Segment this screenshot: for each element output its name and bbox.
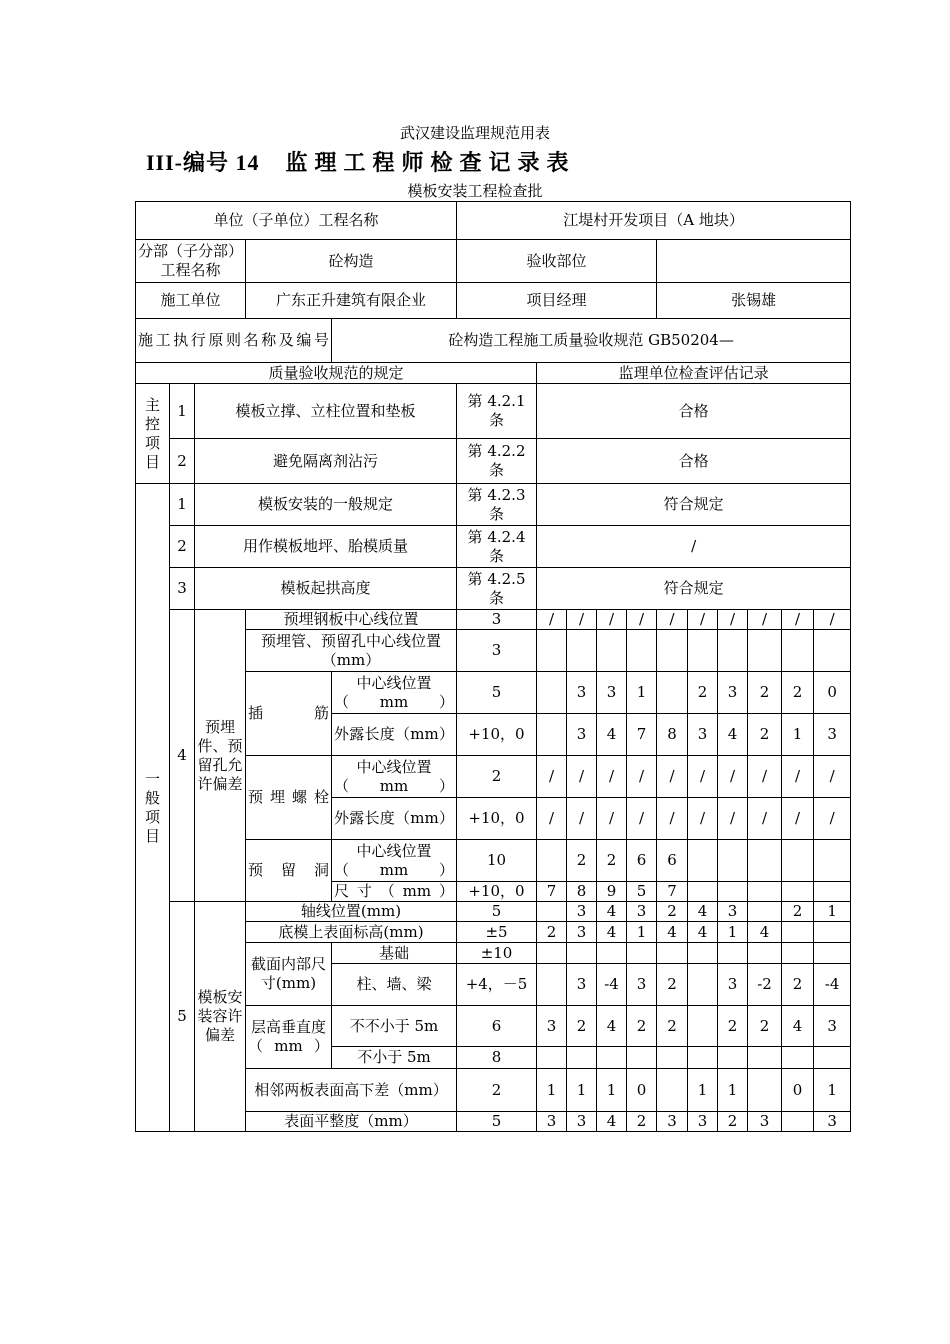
value-cell xyxy=(814,943,851,964)
check-item-name: 柱、墙、梁 xyxy=(332,964,457,1006)
value-cell: / xyxy=(657,610,688,630)
check-item-name: 表面平整度（mm） xyxy=(246,1112,457,1132)
check-item-name: 底模上表面标高(mm) xyxy=(246,922,457,943)
value-cell: 2 xyxy=(537,922,567,943)
value-cell xyxy=(782,882,814,902)
value-cell: / xyxy=(814,610,851,630)
value-cell xyxy=(567,1047,597,1069)
unit-name-value: 江堤村开发项目（A 地块） xyxy=(457,202,851,240)
value-cell xyxy=(748,840,782,882)
value-cell: -2 xyxy=(748,964,782,1006)
tolerance-value: 5 xyxy=(457,672,537,714)
form-subtitle: 模板安装工程检查批 xyxy=(407,182,543,200)
value-cell: / xyxy=(657,798,688,840)
value-cell xyxy=(718,630,748,672)
value-cell: / xyxy=(567,798,597,840)
value-cell: / xyxy=(814,798,851,840)
table-row xyxy=(136,283,851,319)
value-cell xyxy=(537,672,567,714)
value-cell xyxy=(688,1006,718,1047)
value-cell xyxy=(688,1047,718,1069)
value-cell: / xyxy=(567,610,597,630)
value-cell: / xyxy=(748,610,782,630)
value-cell: / xyxy=(537,610,567,630)
value-cell: 3 xyxy=(688,714,718,756)
value-cell: 6 xyxy=(657,840,688,882)
standard-label: 施工执行原则名称及编号 xyxy=(136,319,332,363)
value-cell xyxy=(657,1069,688,1112)
value-cell: 1 xyxy=(782,714,814,756)
value-cell: 8 xyxy=(567,882,597,902)
value-cell: 0 xyxy=(782,1069,814,1112)
value-cell xyxy=(597,1047,627,1069)
value-cell: 3 xyxy=(814,1006,851,1047)
value-cell xyxy=(627,630,657,672)
value-cell: 2 xyxy=(748,714,782,756)
item-group-label: 模板安装容许偏差 xyxy=(195,902,246,1132)
value-cell: 2 xyxy=(597,840,627,882)
value-cell: / xyxy=(537,798,567,840)
check-item-name: 不小于 5m xyxy=(332,1047,457,1069)
value-cell: 2 xyxy=(567,1006,597,1047)
value-cell: 1 xyxy=(814,1069,851,1112)
main-control-label: 主控项目 xyxy=(136,384,170,484)
value-cell: 6 xyxy=(627,840,657,882)
inspection-table xyxy=(135,201,851,1132)
value-cell: 1 xyxy=(718,922,748,943)
value-cell: 3 xyxy=(567,714,597,756)
value-cell: 3 xyxy=(567,964,597,1006)
value-cell: / xyxy=(688,610,718,630)
value-cell: 4 xyxy=(718,714,748,756)
value-cell: 0 xyxy=(627,1069,657,1112)
value-cell: 3 xyxy=(537,1006,567,1047)
form-code: III-编号 14 xyxy=(146,150,260,175)
value-cell: / xyxy=(782,610,814,630)
inspection-part-value xyxy=(657,240,851,283)
value-cell: 3 xyxy=(748,1112,782,1132)
value-cell xyxy=(688,630,718,672)
evaluation-column-header: 监理单位检查评估记录 xyxy=(537,363,851,384)
check-group-name: 预留洞 xyxy=(246,840,332,902)
value-cell xyxy=(782,943,814,964)
value-cell xyxy=(688,840,718,882)
value-cell: / xyxy=(627,610,657,630)
value-cell: / xyxy=(537,756,567,798)
value-cell: 4 xyxy=(688,902,718,922)
value-cell: / xyxy=(567,756,597,798)
value-cell: 2 xyxy=(782,672,814,714)
value-cell xyxy=(627,1047,657,1069)
value-cell: 2 xyxy=(657,902,688,922)
tolerance-value: +10，0 xyxy=(457,882,537,902)
value-cell: 4 xyxy=(748,922,782,943)
value-cell: 2 xyxy=(718,1112,748,1132)
value-cell: 3 xyxy=(814,714,851,756)
contractor-label: 施工单位 xyxy=(136,283,246,319)
item-text: 模板立撑、立柱位置和垫板 xyxy=(195,384,457,439)
value-cell: / xyxy=(782,798,814,840)
item-clause: 第 4.2.5 条 xyxy=(457,568,537,610)
value-cell: 2 xyxy=(627,1112,657,1132)
value-cell: / xyxy=(688,798,718,840)
value-cell: 4 xyxy=(597,714,627,756)
value-cell: / xyxy=(782,756,814,798)
project-manager-label: 项目经理 xyxy=(457,283,657,319)
check-group-name: 预埋螺栓 xyxy=(246,756,332,840)
value-cell xyxy=(718,882,748,902)
value-cell: / xyxy=(597,798,627,840)
item-text: 用作模板地坪、胎模质量 xyxy=(195,526,457,568)
value-cell: / xyxy=(718,756,748,798)
value-cell xyxy=(657,672,688,714)
check-group-name: 层高垂直度（mm） xyxy=(246,1006,332,1069)
item-clause: 第 4.2.2 条 xyxy=(457,439,537,484)
value-cell: 0 xyxy=(814,672,851,714)
value-cell: 3 xyxy=(718,964,748,1006)
value-cell: / xyxy=(597,610,627,630)
tolerance-value: 8 xyxy=(457,1047,537,1069)
value-cell: / xyxy=(627,756,657,798)
value-cell: 7 xyxy=(627,714,657,756)
value-cell: 1 xyxy=(718,1069,748,1112)
value-cell xyxy=(537,902,567,922)
value-cell: 9 xyxy=(597,882,627,902)
item-result: 符合规定 xyxy=(537,484,851,526)
value-cell xyxy=(718,840,748,882)
unit-name-label: 单位（子单位）工程名称 xyxy=(136,202,457,240)
value-cell xyxy=(782,840,814,882)
value-cell xyxy=(537,943,567,964)
inspection-part-label: 验收部位 xyxy=(457,240,657,283)
check-item-name: 外露长度（mm） xyxy=(332,714,457,756)
value-cell: 3 xyxy=(537,1112,567,1132)
item-number: 3 xyxy=(170,568,195,610)
check-item-name: 中心线位置（mm） xyxy=(332,756,457,798)
check-item-name: 预埋钢板中心线位置 xyxy=(246,610,457,630)
table-row xyxy=(136,439,851,484)
value-cell: / xyxy=(748,798,782,840)
value-cell xyxy=(718,943,748,964)
spec-column-header: 质量验收规范的规定 xyxy=(136,363,537,384)
value-cell xyxy=(748,902,782,922)
value-cell: 3 xyxy=(597,672,627,714)
item-result: / xyxy=(537,526,851,568)
value-cell: 5 xyxy=(627,882,657,902)
check-item-name: 基础 xyxy=(332,943,457,964)
item-number: 4 xyxy=(170,610,195,902)
table-row xyxy=(136,363,851,384)
value-cell: / xyxy=(718,798,748,840)
item-result: 合格 xyxy=(537,384,851,439)
value-cell xyxy=(748,943,782,964)
tolerance-value: 3 xyxy=(457,610,537,630)
value-cell: 7 xyxy=(657,882,688,902)
tolerance-value: 2 xyxy=(457,1069,537,1112)
value-cell: 2 xyxy=(782,964,814,1006)
value-cell xyxy=(537,840,567,882)
item-clause: 第 4.2.4 条 xyxy=(457,526,537,568)
value-cell xyxy=(814,630,851,672)
table-row xyxy=(136,526,851,568)
contractor-value: 广东正升建筑有限企业 xyxy=(246,283,457,319)
value-cell: -4 xyxy=(814,964,851,1006)
value-cell: / xyxy=(688,756,718,798)
table-row xyxy=(136,902,851,922)
value-cell: 4 xyxy=(657,922,688,943)
value-cell: 4 xyxy=(597,1006,627,1047)
value-cell: 4 xyxy=(688,922,718,943)
value-cell: / xyxy=(657,756,688,798)
value-cell: / xyxy=(748,756,782,798)
tolerance-value: 10 xyxy=(457,840,537,882)
tolerance-value: 6 xyxy=(457,1006,537,1047)
check-item-name: 中心线位置（mm） xyxy=(332,672,457,714)
form-title-line xyxy=(146,146,576,177)
tolerance-value: +4，－5 xyxy=(457,964,537,1006)
item-result: 合格 xyxy=(537,439,851,484)
value-cell xyxy=(718,1047,748,1069)
value-cell xyxy=(627,943,657,964)
value-cell xyxy=(657,1047,688,1069)
value-cell: / xyxy=(627,798,657,840)
value-cell: / xyxy=(597,756,627,798)
item-group-label: 预埋件、预留孔允许偏差 xyxy=(195,610,246,902)
value-cell xyxy=(537,630,567,672)
value-cell: 2 xyxy=(688,672,718,714)
table-row xyxy=(136,319,851,363)
table-row xyxy=(136,384,851,439)
value-cell: 2 xyxy=(657,964,688,1006)
standard-value: 砼构造工程施工质量验收规范 GB50204— xyxy=(332,319,851,363)
value-cell: 2 xyxy=(657,1006,688,1047)
value-cell xyxy=(537,714,567,756)
check-item-name: 相邻两板表面高下差（mm） xyxy=(246,1069,457,1112)
value-cell: 7 xyxy=(537,882,567,902)
value-cell xyxy=(782,1112,814,1132)
value-cell: 1 xyxy=(814,902,851,922)
subdivision-value: 砼构造 xyxy=(246,240,457,283)
value-cell xyxy=(688,943,718,964)
value-cell: 3 xyxy=(718,902,748,922)
value-cell: 3 xyxy=(657,1112,688,1132)
item-number: 5 xyxy=(170,902,195,1132)
check-item-name: 不不小于 5m xyxy=(332,1006,457,1047)
tolerance-value: 5 xyxy=(457,1112,537,1132)
value-cell xyxy=(567,943,597,964)
value-cell: 3 xyxy=(567,672,597,714)
value-cell xyxy=(537,1047,567,1069)
item-clause: 第 4.2.3 条 xyxy=(457,484,537,526)
value-cell: 2 xyxy=(748,672,782,714)
tolerance-value: 2 xyxy=(457,756,537,798)
subdivision-label: 分部（子分部）工程名称 xyxy=(136,240,246,283)
value-cell xyxy=(814,840,851,882)
value-cell xyxy=(814,1047,851,1069)
check-item-name: 预埋管、预留孔中心线位置（mm） xyxy=(246,630,457,672)
value-cell: 3 xyxy=(688,1112,718,1132)
value-cell: 4 xyxy=(597,902,627,922)
value-cell xyxy=(814,922,851,943)
tolerance-value: ±10 xyxy=(457,943,537,964)
item-number: 1 xyxy=(170,384,195,439)
item-result: 符合规定 xyxy=(537,568,851,610)
tolerance-value: 3 xyxy=(457,630,537,672)
table-row xyxy=(136,484,851,526)
value-cell xyxy=(748,630,782,672)
value-cell xyxy=(688,882,718,902)
table-row xyxy=(136,240,851,283)
item-text: 避免隔离剂沾污 xyxy=(195,439,457,484)
value-cell: 1 xyxy=(627,672,657,714)
value-cell: 2 xyxy=(718,1006,748,1047)
value-cell xyxy=(814,882,851,902)
value-cell xyxy=(597,630,627,672)
value-cell xyxy=(567,630,597,672)
value-cell: 4 xyxy=(597,1112,627,1132)
value-cell: 1 xyxy=(688,1069,718,1112)
value-cell: 2 xyxy=(567,840,597,882)
value-cell: 4 xyxy=(782,1006,814,1047)
check-group-name: 插筋 xyxy=(246,672,332,756)
check-item-name: 中心线位置（mm） xyxy=(332,840,457,882)
item-number: 2 xyxy=(170,439,195,484)
check-item-name: 轴线位置(mm) xyxy=(246,902,457,922)
value-cell xyxy=(748,1069,782,1112)
value-cell: 1 xyxy=(567,1069,597,1112)
tolerance-value: +10，0 xyxy=(457,798,537,840)
value-cell xyxy=(748,1047,782,1069)
value-cell: 8 xyxy=(657,714,688,756)
value-cell xyxy=(657,943,688,964)
value-cell: 2 xyxy=(782,902,814,922)
value-cell: 3 xyxy=(567,922,597,943)
table-row xyxy=(136,610,851,630)
general-items-label: 一般项目 xyxy=(136,484,170,1132)
value-cell: 3 xyxy=(814,1112,851,1132)
value-cell xyxy=(782,922,814,943)
item-text: 模板起拱高度 xyxy=(195,568,457,610)
value-cell: -4 xyxy=(597,964,627,1006)
value-cell xyxy=(748,882,782,902)
check-item-name: 外露长度（mm） xyxy=(332,798,457,840)
table-row xyxy=(136,568,851,610)
value-cell: 2 xyxy=(627,1006,657,1047)
value-cell: 3 xyxy=(567,1112,597,1132)
item-number: 2 xyxy=(170,526,195,568)
value-cell: 3 xyxy=(627,902,657,922)
tolerance-value: ±5 xyxy=(457,922,537,943)
value-cell: 3 xyxy=(567,902,597,922)
table-row xyxy=(136,202,851,240)
item-text: 模板安装的一般规定 xyxy=(195,484,457,526)
value-cell: 3 xyxy=(718,672,748,714)
item-number: 1 xyxy=(170,484,195,526)
tolerance-value: +10，0 xyxy=(457,714,537,756)
value-cell: / xyxy=(718,610,748,630)
value-cell xyxy=(537,964,567,1006)
value-cell: 1 xyxy=(627,922,657,943)
item-clause: 第 4.2.1 条 xyxy=(457,384,537,439)
check-item-name: 尺寸（mm） xyxy=(332,882,457,902)
value-cell: / xyxy=(814,756,851,798)
value-cell: 1 xyxy=(597,1069,627,1112)
value-cell xyxy=(782,630,814,672)
form-source-line: 武汉建设监理规范用表 xyxy=(399,124,550,142)
tolerance-value: 5 xyxy=(457,902,537,922)
value-cell: 1 xyxy=(537,1069,567,1112)
project-manager-value: 张锡雄 xyxy=(657,283,851,319)
value-cell xyxy=(782,1047,814,1069)
form-title: 监理工程师检查记录表 xyxy=(285,150,576,175)
value-cell: 3 xyxy=(627,964,657,1006)
value-cell: 2 xyxy=(748,1006,782,1047)
value-cell xyxy=(657,630,688,672)
value-cell xyxy=(688,964,718,1006)
value-cell xyxy=(597,943,627,964)
value-cell: 4 xyxy=(597,922,627,943)
check-group-name: 截面内部尺寸(mm) xyxy=(246,943,332,1006)
